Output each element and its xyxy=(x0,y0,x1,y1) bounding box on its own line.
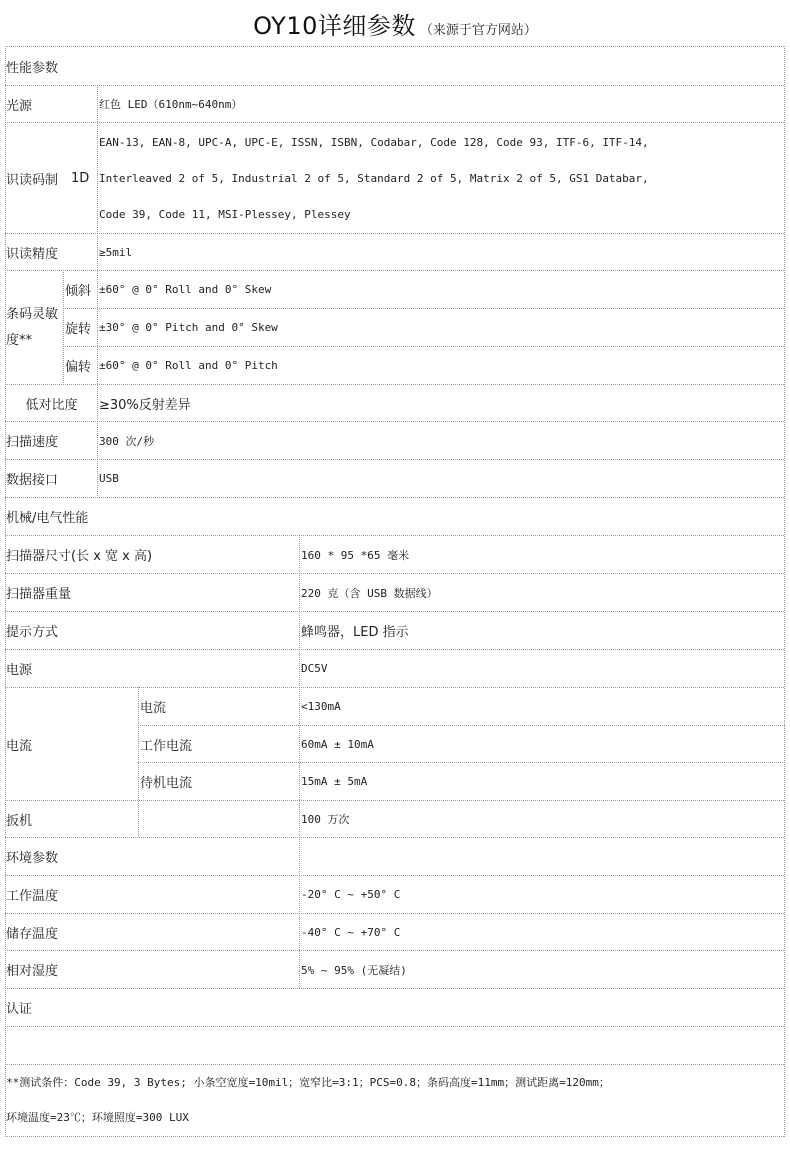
humidity-value: 5% ~ 95% (无凝结) xyxy=(301,963,407,977)
symbology-label: 识读码制 xyxy=(6,172,59,188)
power-value: DC5V xyxy=(301,662,328,675)
scan-speed-label: 扫描速度 xyxy=(6,435,59,450)
contrast-value: ≥30%反射差异 xyxy=(99,397,191,413)
storage-temp-value: -40° C ~ +70° C xyxy=(301,925,401,939)
light-source-value: 红色 LED（610nm~640nm） xyxy=(99,98,243,111)
precision-label: 识读精度 xyxy=(6,246,59,262)
current-row-value: 60mA ± 10mA xyxy=(301,737,374,751)
title-source-note: （来源于官方网站） xyxy=(419,23,537,38)
sensitivity-row-value: ±60° @ 0° Roll and 0° Skew xyxy=(99,283,272,296)
footnote-line-1: **测试条件：Code 39, 3 Bytes; 小条空宽度=10mil；宽窄比=3:1；PCS=0.8；条码高度=11mm；测试距离=120mm； xyxy=(6,1076,610,1089)
indicator-value: 蜂鸣器，LED 指示 xyxy=(301,625,409,640)
contrast-label: 低对比度 xyxy=(25,397,78,413)
humidity-label: 相对湿度 xyxy=(6,964,59,979)
section-performance: 性能参数 xyxy=(6,60,59,76)
footnote-line-2: 环境温度=23℃；环境照度=300 LUX xyxy=(6,1111,189,1124)
operating-temp-value: -20° C ~ +50° C xyxy=(301,888,401,901)
current-row-label: 工作电流 xyxy=(140,738,193,754)
power-label: 电源 xyxy=(6,663,33,678)
sensitivity-row-value: ±60° @ 0° Roll and 0° Pitch xyxy=(99,359,278,372)
dimensions-value: 160 * 95 *65 毫米 xyxy=(301,548,410,562)
trigger-label: 扳机 xyxy=(6,813,33,829)
title-main: OY10详细参数 xyxy=(253,12,416,40)
scan-speed-value: 300 次/秒 xyxy=(99,434,155,448)
sensitivity-row-label: 旋转 xyxy=(65,322,92,337)
precision-value: ≥5mil xyxy=(99,245,133,259)
indicator-label: 提示方式 xyxy=(6,625,59,640)
symbology-list xyxy=(98,123,782,233)
current-label: 电流 xyxy=(6,738,33,754)
operating-temp-label: 工作温度 xyxy=(6,889,59,904)
interface-value: USB xyxy=(99,472,119,485)
weight-label: 扫描器重量 xyxy=(6,587,72,602)
section-certification: 认证 xyxy=(6,1002,33,1017)
sensitivity-label: 条码灵敏度** xyxy=(6,306,59,348)
current-row-value: 15mA ± 5mA xyxy=(301,775,368,788)
sensitivity-row-label: 倾斜 xyxy=(65,284,92,299)
sensitivity-row-value: ±30° @ 0° Pitch and 0° Skew xyxy=(99,321,278,334)
current-row-value: <130mA xyxy=(301,700,341,713)
section-environment: 环境参数 xyxy=(6,851,59,866)
section-mechanical: 机械/电气性能 xyxy=(6,511,89,526)
light-source-label: 光源 xyxy=(6,98,33,114)
trigger-value: 100 万次 xyxy=(301,813,350,826)
interface-label: 数据接口 xyxy=(6,473,59,488)
symbology-line: EAN-13, EAN-8, UPC-A, UPC-E, ISSN, ISBN, Codabar, Code 128, Code 93, ITF-6, ITF-14, xyxy=(99,136,649,149)
weight-value: 220 克（含 USB 数据线） xyxy=(301,586,438,600)
current-row-label: 待机电流 xyxy=(140,776,193,791)
sensitivity-row-label: 偏转 xyxy=(65,360,92,375)
symbology-line: Interleaved 2 of 5, Industrial 2 of 5, Standard 2 of 5, Matrix 2 of 5, GS1 Databar, xyxy=(99,172,649,185)
dimensions-label: 扫描器尺寸(长 x 宽 x 高) xyxy=(6,549,153,564)
symbology-sub-label: 1D xyxy=(71,170,90,186)
storage-temp-label: 储存温度 xyxy=(6,926,59,942)
current-row-label: 电流 xyxy=(140,701,167,716)
symbology-line: Code 39, Code 11, MSI-Plessey, Plessey xyxy=(99,208,351,221)
